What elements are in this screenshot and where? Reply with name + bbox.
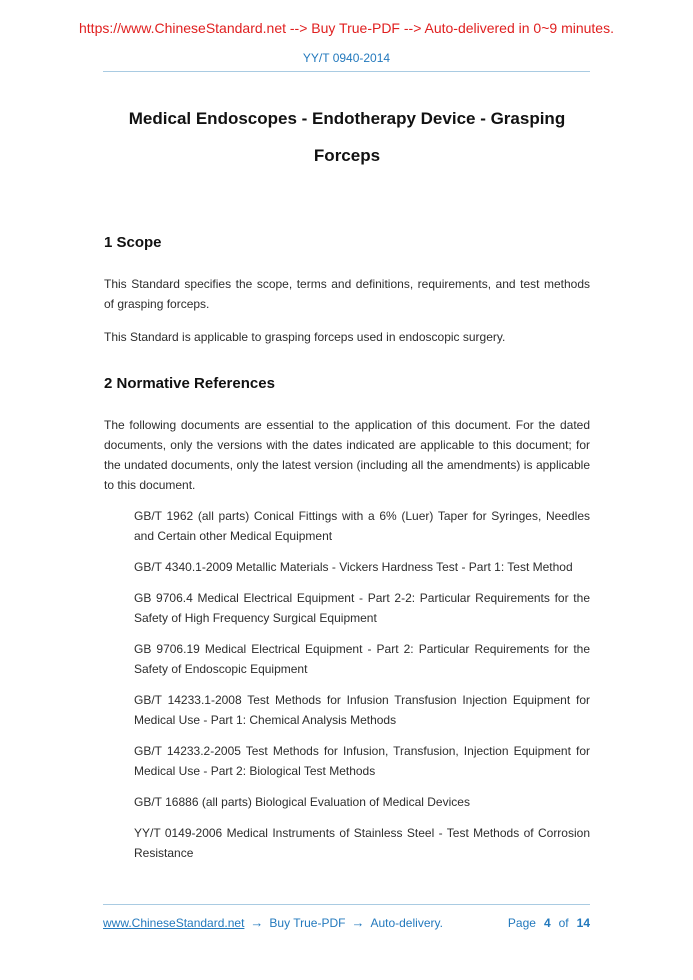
page-label: Page [507, 916, 536, 930]
reference-item: GB/T 14233.1-2008 Test Methods for Infusion Transfusion Injection Equipment for Medical Use - Part 1: Chemical Analysis Methods [134, 693, 590, 727]
reference-item: GB 9706.4 Medical Electrical Equipment - Part 2-2: Particular Requirements for the Safety of High Frequency Surgical Equipment [134, 591, 590, 625]
document-title [104, 100, 590, 174]
paragraph: The following documents are essential to the application of this document. For the dated documents, only the versions with the dates indicated are applicable to this document; for the undated documents, only the latest version (including all the amendments) is applicable to this document. [104, 418, 590, 492]
reference-item: YY/T 0149-2006 Medical Instruments of Stainless Steel - Test Methods of Corrosion Resistance [134, 826, 590, 860]
paragraph: This Standard is applicable to grasping forceps used in endoscopic surgery. [104, 330, 506, 344]
section-scope [104, 234, 590, 347]
paragraph: This Standard specifies the scope, terms and definitions, requirements, and test methods of grasping forceps. [104, 277, 590, 311]
document-title-line2: Forceps [313, 146, 381, 165]
right-arrow-icon: → [351, 915, 365, 930]
reference-item: GB 9706.19 Medical Electrical Equipment - Part 2: Particular Requirements for the Safety of Endoscopic Equipment [134, 642, 590, 676]
reference-item: GB/T 14233.2-2005 Test Methods for Infusion, Transfusion, Injection Equipment for Medical Use - Part 2: Biological Test Methods [134, 744, 590, 778]
of-label: of [558, 916, 569, 930]
page-indicator [508, 916, 590, 930]
promo-banner-link[interactable]: https://www.ChineseStandard.net --> Buy True-PDF --> Auto-delivered in 0~9 minutes. [79, 20, 614, 36]
footer-delivery-text: Auto-delivery. [370, 916, 443, 930]
right-arrow-icon: → [250, 915, 264, 930]
section-scope-heading: 1 Scope [104, 234, 162, 251]
section-normative-references [104, 375, 590, 863]
reference-item: GB/T 4340.1-2009 Metallic Materials - Vickers Hardness Test - Part 1: Test Method [134, 560, 573, 574]
footer-site-link[interactable]: www.ChineseStandard.net [103, 916, 245, 930]
section-references-heading: 2 Normative References [104, 375, 275, 392]
reference-item: GB/T 1962 (all parts) Conical Fittings with a 6% (Luer) Taper for Syringes, Needles and Certain other Medical Equipment [134, 509, 590, 543]
page-footer [103, 904, 590, 930]
footer-promo [103, 915, 443, 930]
document-title-line1: Medical Endoscopes - Endotherapy Device - Grasping [128, 109, 566, 128]
page-current: 4 [543, 916, 551, 930]
footer-buy-text: Buy True-PDF [269, 916, 346, 930]
document-body [104, 100, 590, 863]
header-divider [103, 71, 590, 72]
standard-code: YY/T 0940-2014 [302, 51, 391, 65]
reference-item: GB/T 16886 (all parts) Biological Evaluation of Medical Devices [134, 795, 470, 809]
page-total: 14 [576, 916, 590, 930]
